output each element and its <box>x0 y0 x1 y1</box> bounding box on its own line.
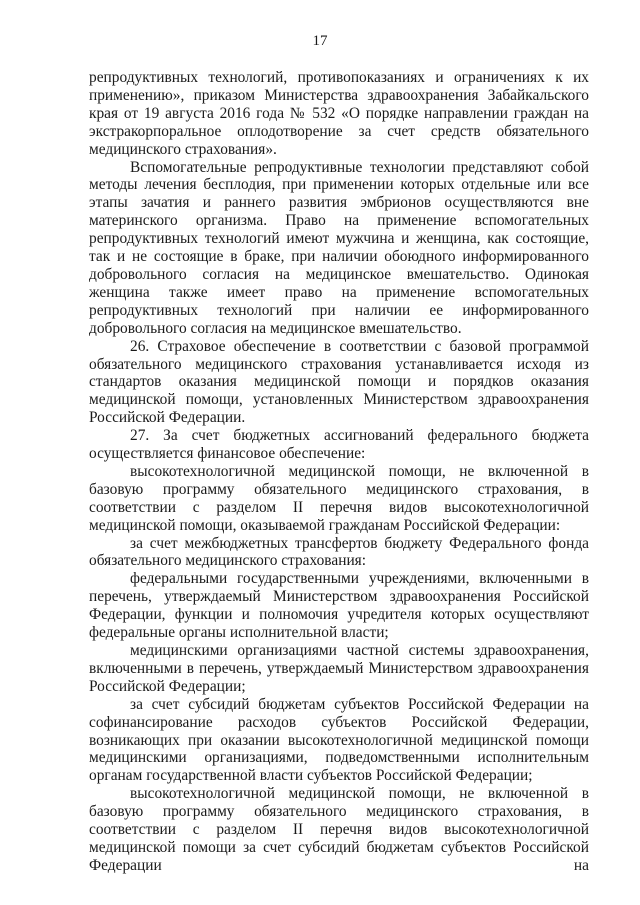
paragraph-high-tech-care-subsidies: высокотехнологичной медицинской помощи, не включенной в базовую программу обязательного медицинского страхования, в соответствии с разделом II перечня видов высокотехнологичной медицинской помощи за счет субсидий бюджетам субъектов Российской Федерации на <box>89 785 589 874</box>
paragraph-continuation: репродуктивных технологий, противопоказаниях и ограничениях к их применению», приказом Министерства здравоохранения Забайкальского края от 19 августа 2016 года № 532 «О порядке направлении граждан на экстракорпоральное оплодотворение за счет средств обязательного медицинского страхования». <box>89 69 589 158</box>
paragraph-reproductive-technologies: Вспомогательные репродуктивные технологии представляют собой методы лечения бесплодия, при применении которых отдельные или все этапы зачатия и раннего развития эмбрионов осуществляются вне материнского организма. Право на применение вспомогательных репродуктивных технологий имеют мужчина и женщина, как состоящие, так и не состоящие в браке, при наличии обоюдного информированного добровольного согласия на медицинское вмешательство. Одинокая женщина также имеет право на применение вспомогательных репродуктивных технологий при наличии ее информированного добровольного согласия на медицинское вмешательство. <box>89 158 589 337</box>
paragraph-interbudget-transfers: за счет межбюджетных трансфертов бюджету Федерального фонда обязательного медицинского страхования: <box>89 534 589 570</box>
paragraph-item-26: 26. Страховое обеспечение в соответствии с базовой программой обязательного медицинского страхования устанавливается исходя из стандартов оказания медицинской помощи и порядков оказания медицинской помощи, установленных Министерством здравоохранения Российской Федерации. <box>89 337 589 427</box>
paragraph-high-tech-care: высокотехнологичной медицинской помощи, не включенной в базовую программу обязательного медицинского страхования, в соответствии с разделом II перечня видов высокотехнологичной медицинской помощи, оказываемой гражданам Российской Федерации: <box>89 462 589 534</box>
paragraph-item-27: 27. За счет бюджетных ассигнований федерального бюджета осуществляется финансовое обеспечение: <box>89 427 589 463</box>
paragraph-federal-institutions: федеральными государственными учреждениями, включенными в перечень, утверждаемый Министерством здравоохранения Российской Федерации, функции и полномочия учредителя которых осуществляют федеральные органы исполнительной власти; <box>89 570 589 642</box>
document-body <box>89 69 589 875</box>
page-number: 17 <box>312 33 328 49</box>
paragraph-subsidies-cofinancing: за счет субсидий бюджетам субъектов Российской Федерации на софинансирование расходов субъектов Российской Федерации, возникающих при оказании высокотехнологичной медицинской помощи медицинскими организациями, подведомственными исполнительным органам государственной власти субъектов Российской Федерации; <box>89 695 589 785</box>
paragraph-private-organizations: медицинскими организациями частной системы здравоохранения, включенными в перечень, утверждаемый Министерством здравоохранения Российской Федерации; <box>89 642 589 695</box>
